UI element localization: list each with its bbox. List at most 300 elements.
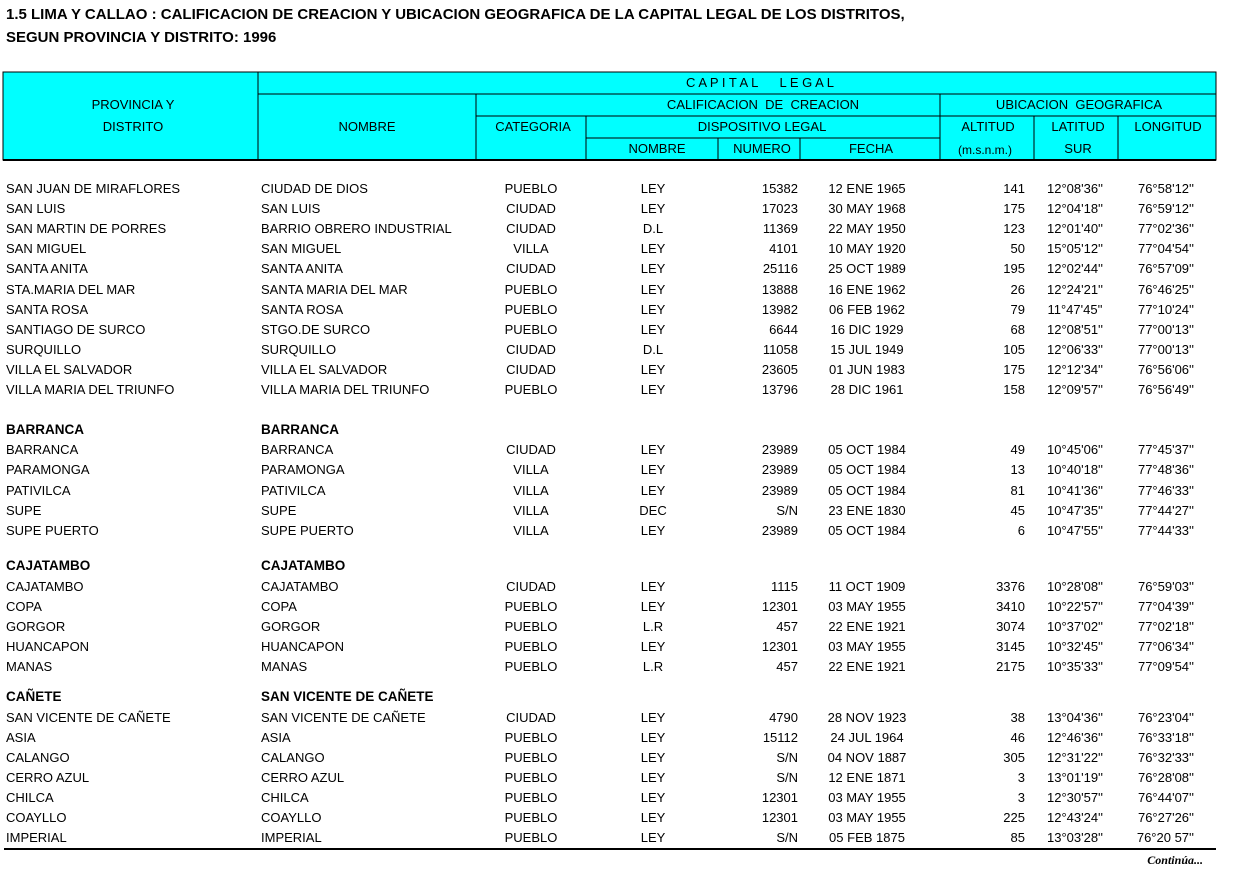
altitud: 68 [1010, 321, 1025, 337]
group-capital-name: BARRANCA [261, 422, 339, 438]
capital-name: GORGOR [261, 619, 321, 635]
district-name: ASIA [6, 729, 36, 745]
group-capital-name: SAN VICENTE DE CAÑETE [261, 688, 434, 704]
district-name: SANTA ROSA [6, 301, 89, 317]
altitud: 50 [1010, 241, 1025, 257]
dispositivo-nombre: LEY [640, 810, 666, 826]
dispositivo-numero: 12301 [761, 599, 798, 615]
dispositivo-fecha: 22 ENE 1921 [828, 659, 906, 675]
dispositivo-nombre: LEY [640, 769, 666, 785]
dispositivo-numero: 17023 [761, 201, 798, 217]
table-row [0, 659, 1257, 675]
dispositivo-nombre: D.L [642, 221, 664, 237]
district-name: SURQUILLO [6, 341, 82, 357]
dispositivo-numero: 23605 [761, 361, 798, 377]
dispositivo-nombre: LEY [640, 241, 666, 257]
header-disp-fecha: FECHA [848, 141, 894, 156]
district-name: COPA [6, 599, 42, 615]
dispositivo-fecha: 28 NOV 1923 [827, 709, 907, 725]
dispositivo-nombre: LEY [640, 830, 666, 846]
dispositivo-numero: 23989 [761, 462, 798, 478]
district-name: PATIVILCA [6, 482, 71, 498]
latitud: 12°24'21'' [1046, 281, 1104, 297]
capital-name: CALANGO [261, 749, 325, 765]
header-altitud-unit: (m.s.n.m.) [958, 143, 1012, 157]
table-row [0, 462, 1257, 478]
latitud: 13°04'36'' [1046, 709, 1104, 725]
dispositivo-numero: 457 [776, 659, 798, 675]
capital-name: BARRIO OBRERO INDUSTRIAL [261, 221, 452, 237]
dispositivo-fecha: 22 ENE 1921 [828, 619, 906, 635]
categoria: PUEBLO [504, 301, 558, 317]
altitud: 79 [1010, 301, 1025, 317]
categoria: VILLA [513, 462, 549, 478]
dispositivo-numero: S/N [776, 769, 798, 785]
capital-name: VILLA MARIA DEL TRIUNFO [261, 382, 430, 397]
dispositivo-nombre: LEY [640, 382, 666, 397]
dispositivo-nombre: LEY [640, 361, 666, 377]
district-name: VILLA EL SALVADOR [6, 361, 133, 377]
capital-name: SUPE PUERTO [261, 522, 354, 538]
dispositivo-numero: 457 [776, 619, 798, 635]
categoria: PUEBLO [504, 830, 558, 846]
district-name: HUANCAPON [6, 639, 90, 655]
categoria: PUEBLO [504, 181, 558, 196]
longitud: 77°46'33'' [1137, 482, 1194, 498]
group-district-name: CAÑETE [6, 688, 62, 704]
district-name: PARAMONGA [6, 462, 90, 478]
header-longitud: LONGITUD [1134, 119, 1202, 134]
district-name: VILLA MARIA DEL TRIUNFO [6, 382, 175, 397]
longitud: 76°56'06'' [1137, 361, 1194, 377]
latitud: 12°01'40'' [1046, 221, 1104, 237]
table-row [0, 241, 1257, 257]
altitud: 175 [1003, 201, 1025, 217]
dispositivo-numero: 23989 [761, 522, 798, 538]
dispositivo-fecha: 11 OCT 1909 [828, 578, 906, 594]
latitud: 12°02'44'' [1046, 261, 1104, 277]
capital-name: SURQUILLO [261, 341, 337, 357]
table-row [0, 442, 1257, 458]
altitud: 3 [1017, 790, 1025, 806]
longitud: 77°00'13'' [1137, 341, 1194, 357]
dispositivo-nombre: D.L [642, 341, 664, 357]
categoria: VILLA [513, 502, 549, 518]
categoria: VILLA [513, 522, 549, 538]
longitud: 76°59'03'' [1137, 578, 1194, 594]
capital-name: PARAMONGA [261, 462, 345, 478]
district-name: SAN LUIS [6, 201, 66, 217]
header-nombre: NOMBRE [338, 119, 396, 134]
dispositivo-fecha: 06 FEB 1962 [829, 301, 905, 317]
dispositivo-numero: 4790 [769, 709, 798, 725]
latitud: 12°08'51'' [1046, 321, 1104, 337]
longitud: 77°00'13'' [1137, 321, 1194, 337]
latitud: 12°04'18'' [1046, 201, 1104, 217]
capital-name: MANAS [261, 659, 308, 675]
capital-name: HUANCAPON [261, 639, 345, 655]
latitud: 12°06'33'' [1046, 341, 1104, 357]
header-dispositivo: DISPOSITIVO LEGAL [697, 119, 827, 134]
header-provincia-line2: DISTRITO [102, 119, 164, 134]
altitud: 6 [1017, 522, 1025, 538]
dispositivo-numero: 12301 [761, 790, 798, 806]
dispositivo-fecha: 05 OCT 1984 [828, 462, 906, 478]
capital-name: BARRANCA [261, 442, 334, 458]
capital-name: SUPE [261, 502, 297, 518]
province-group-row [0, 689, 1257, 705]
district-name: SUPE [6, 502, 42, 518]
altitud: 46 [1010, 729, 1025, 745]
group-district-name: CAJATAMBO [6, 557, 91, 573]
altitud: 225 [1003, 810, 1025, 826]
district-name: CHILCA [6, 790, 54, 806]
latitud: 13°03'28'' [1046, 830, 1104, 846]
table-row [0, 790, 1257, 806]
altitud: 85 [1010, 830, 1025, 846]
categoria: VILLA [513, 241, 549, 257]
altitud: 305 [1003, 749, 1025, 765]
header-altitud: ALTITUD [961, 119, 1015, 134]
capital-name: SAN VICENTE DE CAÑETE [261, 709, 426, 725]
dispositivo-nombre: LEY [640, 462, 666, 478]
header-capital-legal: C A P I T A L L E G A L [686, 75, 834, 90]
table-row [0, 750, 1257, 766]
altitud: 81 [1010, 482, 1025, 498]
categoria: CIUDAD [506, 709, 556, 725]
latitud: 10°37'02'' [1046, 619, 1104, 635]
dispositivo-fecha: 12 ENE 1871 [828, 769, 906, 785]
capital-name: CIUDAD DE DIOS [261, 181, 368, 196]
capital-name: SAN LUIS [261, 201, 321, 217]
header-latitud: LATITUD [1051, 119, 1105, 134]
longitud: 76°46'25'' [1137, 281, 1194, 297]
altitud: 3074 [996, 619, 1025, 635]
table-row [0, 282, 1257, 298]
table-row [0, 810, 1257, 826]
dispositivo-numero: 12301 [761, 810, 798, 826]
latitud: 10°40'18'' [1046, 462, 1104, 478]
table-row [0, 322, 1257, 338]
dispositivo-nombre: LEY [640, 790, 666, 806]
dispositivo-fecha: 05 FEB 1875 [829, 830, 905, 846]
latitud: 10°41'36'' [1046, 482, 1104, 498]
dispositivo-fecha: 04 NOV 1887 [827, 749, 907, 765]
latitud: 12°43'24'' [1046, 810, 1104, 826]
longitud: 76°33'18'' [1137, 729, 1194, 745]
dispositivo-fecha: 25 OCT 1989 [828, 261, 906, 277]
table-row [0, 579, 1257, 595]
district-name: CALANGO [6, 749, 70, 765]
district-name: SAN MIGUEL [6, 241, 87, 257]
latitud: 15°05'12'' [1046, 241, 1104, 257]
latitud: 12°08'36'' [1046, 181, 1104, 196]
table-title-line2: SEGUN PROVINCIA Y DISTRITO: 1996 [6, 29, 277, 46]
dispositivo-nombre: LEY [640, 281, 666, 297]
dispositivo-fecha: 16 DIC 1929 [830, 321, 904, 337]
dispositivo-fecha: 22 MAY 1950 [828, 221, 906, 237]
latitud: 11°47'45'' [1047, 301, 1103, 317]
altitud: 45 [1010, 502, 1025, 518]
longitud: 77°04'39'' [1137, 599, 1194, 615]
categoria: PUEBLO [504, 749, 558, 765]
dispositivo-fecha: 24 JUL 1964 [830, 729, 904, 745]
longitud: 76°57'09'' [1137, 261, 1194, 277]
longitud: 77°09'54'' [1137, 659, 1194, 675]
longitud: 77°44'33'' [1137, 522, 1194, 538]
longitud: 77°44'27'' [1137, 502, 1194, 518]
latitud: 10°22'57'' [1046, 599, 1104, 615]
dispositivo-nombre: L.R [642, 659, 664, 675]
categoria: PUEBLO [504, 619, 558, 635]
capital-name: STGO.DE SURCO [261, 321, 371, 337]
province-group-row [0, 422, 1257, 438]
district-name: CAJATAMBO [6, 578, 84, 594]
capital-name: IMPERIAL [261, 830, 322, 846]
latitud: 12°12'34'' [1046, 361, 1104, 377]
dispositivo-nombre: L.R [642, 619, 664, 635]
dispositivo-numero: 1115 [771, 578, 798, 594]
table-row [0, 770, 1257, 786]
categoria: CIUDAD [506, 341, 556, 357]
latitud: 12°46'36'' [1046, 729, 1104, 745]
altitud: 158 [1003, 382, 1025, 397]
dispositivo-numero: 15112 [762, 729, 798, 745]
altitud: 141 [1003, 181, 1025, 196]
table-row [0, 382, 1257, 398]
categoria: PUEBLO [504, 810, 558, 826]
latitud: 10°47'55'' [1046, 522, 1104, 538]
categoria: CIUDAD [506, 578, 556, 594]
altitud: 3376 [996, 578, 1025, 594]
dispositivo-nombre: LEY [640, 749, 666, 765]
table-row [0, 503, 1257, 519]
altitud: 49 [1010, 442, 1025, 458]
dispositivo-fecha: 05 OCT 1984 [828, 482, 906, 498]
longitud: 76°27'26'' [1137, 810, 1194, 826]
dispositivo-numero: 11058 [762, 341, 798, 357]
dispositivo-numero: 6644 [769, 321, 798, 337]
header-disp-numero: NUMERO [733, 141, 791, 156]
dispositivo-numero: 25116 [762, 261, 798, 277]
dispositivo-numero: 13888 [761, 281, 798, 297]
latitud: 10°45'06'' [1046, 442, 1104, 458]
table-row [0, 201, 1257, 217]
district-name: CERRO AZUL [6, 769, 90, 785]
capital-name: SANTA ANITA [261, 261, 343, 277]
table-row [0, 483, 1257, 499]
altitud: 13 [1010, 462, 1025, 478]
table-row [0, 830, 1257, 846]
district-name: SANTIAGO DE SURCO [6, 321, 146, 337]
categoria: CIUDAD [506, 361, 556, 377]
dispositivo-nombre: LEY [640, 301, 666, 317]
latitud: 10°35'33'' [1046, 659, 1104, 675]
header-latitud-sub: SUR [1064, 141, 1092, 156]
dispositivo-fecha: 05 OCT 1984 [828, 442, 906, 458]
district-name: MANAS [6, 659, 53, 675]
categoria: PUEBLO [504, 382, 558, 397]
latitud: 12°31'22'' [1046, 749, 1104, 765]
dispositivo-fecha: 03 MAY 1955 [828, 639, 906, 655]
longitud: 76°58'12'' [1137, 181, 1194, 196]
group-district-name: BARRANCA [6, 422, 84, 438]
table-row [0, 710, 1257, 726]
categoria: PUEBLO [504, 639, 558, 655]
altitud: 3410 [996, 599, 1025, 615]
longitud: 77°04'54'' [1137, 241, 1194, 257]
longitud: 76°23'04'' [1137, 709, 1194, 725]
longitud: 77°02'36'' [1137, 221, 1194, 237]
dispositivo-nombre: LEY [640, 578, 666, 594]
header-provincia-line1: PROVINCIA Y [91, 97, 175, 112]
dispositivo-numero: 23989 [761, 482, 798, 498]
dispositivo-nombre: DEC [639, 502, 667, 518]
dispositivo-nombre: LEY [640, 639, 666, 655]
categoria: PUEBLO [504, 281, 558, 297]
altitud: 3 [1017, 769, 1025, 785]
dispositivo-fecha: 01 JUN 1983 [829, 361, 905, 377]
dispositivo-numero: S/N [776, 830, 798, 846]
dispositivo-numero: S/N [776, 749, 798, 765]
categoria: PUEBLO [504, 729, 558, 745]
table-row [0, 181, 1257, 197]
district-name: SAN JUAN DE MIRAFLORES [6, 181, 181, 196]
table-row [0, 342, 1257, 358]
longitud: 77°02'18'' [1137, 619, 1194, 635]
dispositivo-numero: 12301 [761, 639, 798, 655]
dispositivo-fecha: 15 JUL 1949 [830, 341, 904, 357]
dispositivo-nombre: LEY [640, 201, 666, 217]
table-title-line1: 1.5 LIMA Y CALLAO : CALIFICACION DE CREACION Y UBICACION GEOGRAFICA DE LA CAPITAL LEGAL DE LOS DISTRITOS, [6, 6, 905, 23]
table-row [0, 523, 1257, 539]
latitud: 10°32'45'' [1046, 639, 1104, 655]
province-group-row [0, 558, 1257, 574]
capital-name: COPA [261, 599, 297, 615]
dispositivo-fecha: 28 DIC 1961 [830, 382, 904, 397]
capital-name: VILLA EL SALVADOR [261, 361, 388, 377]
dispositivo-fecha: 03 MAY 1955 [828, 790, 906, 806]
latitud: 13°01'19'' [1046, 769, 1104, 785]
table-row [0, 261, 1257, 277]
longitud: 76°56'49'' [1137, 382, 1194, 397]
header-disp-nombre: NOMBRE [628, 141, 686, 156]
categoria: PUEBLO [504, 599, 558, 615]
dispositivo-nombre: LEY [640, 442, 666, 458]
capital-name: CAJATAMBO [261, 578, 339, 594]
district-name: STA.MARIA DEL MAR [6, 281, 136, 297]
dispositivo-fecha: 23 ENE 1830 [828, 502, 906, 518]
district-name: SAN VICENTE DE CAÑETE [6, 709, 171, 725]
district-name: BARRANCA [6, 442, 79, 458]
dispositivo-nombre: LEY [640, 729, 666, 745]
table-row [0, 221, 1257, 237]
header-ubicacion: UBICACION GEOGRAFICA [995, 97, 1163, 112]
header-calificacion: CALIFICACION DE CREACION [666, 97, 860, 112]
district-name: SUPE PUERTO [6, 522, 99, 538]
categoria: CIUDAD [506, 221, 556, 237]
altitud: 2175 [996, 659, 1025, 675]
dispositivo-fecha: 03 MAY 1955 [828, 599, 906, 615]
altitud: 3145 [996, 639, 1025, 655]
longitud: 76°59'12'' [1137, 201, 1194, 217]
capital-name: CHILCA [261, 790, 309, 806]
latitud: 12°30'57'' [1046, 790, 1104, 806]
dispositivo-numero: 13982 [761, 301, 798, 317]
district-name: SANTA ANITA [6, 261, 88, 277]
altitud: 123 [1003, 221, 1025, 237]
dispositivo-fecha: 16 ENE 1962 [828, 281, 906, 297]
dispositivo-fecha: 30 MAY 1968 [828, 201, 906, 217]
capital-name: SANTA MARIA DEL MAR [261, 281, 408, 297]
dispositivo-nombre: LEY [640, 181, 666, 196]
table-bottom-rule [4, 848, 1216, 850]
longitud: 76°44'07'' [1137, 790, 1194, 806]
longitud: 76°32'33'' [1137, 749, 1194, 765]
longitud: 77°48'36'' [1137, 462, 1194, 478]
categoria: VILLA [513, 482, 549, 498]
capital-name: ASIA [261, 729, 291, 745]
district-name: IMPERIAL [6, 830, 67, 846]
dispositivo-numero: 13796 [761, 382, 798, 397]
table-row [0, 639, 1257, 655]
categoria: PUEBLO [504, 769, 558, 785]
district-name: SAN MARTIN DE PORRES [6, 221, 167, 237]
table-row [0, 599, 1257, 615]
altitud: 175 [1003, 361, 1025, 377]
dispositivo-nombre: LEY [640, 599, 666, 615]
categoria: PUEBLO [504, 790, 558, 806]
capital-name: SANTA ROSA [261, 301, 344, 317]
categoria: CIUDAD [506, 442, 556, 458]
table-row [0, 362, 1257, 378]
latitud: 10°47'35'' [1046, 502, 1104, 518]
dispositivo-numero: 11369 [762, 221, 798, 237]
dispositivo-numero: 15382 [761, 181, 798, 196]
dispositivo-fecha: 10 MAY 1920 [828, 241, 906, 257]
dispositivo-numero: 4101 [769, 241, 798, 257]
longitud: 77°06'34'' [1137, 639, 1194, 655]
categoria: PUEBLO [504, 659, 558, 675]
capital-name: PATIVILCA [261, 482, 326, 498]
dispositivo-fecha: 05 OCT 1984 [828, 522, 906, 538]
longitud: 76°20 57'' [1136, 830, 1194, 846]
district-name: GORGOR [6, 619, 66, 635]
table-row [0, 730, 1257, 746]
dispositivo-fecha: 12 ENE 1965 [828, 181, 906, 196]
dispositivo-numero: 23989 [761, 442, 798, 458]
altitud: 195 [1003, 261, 1025, 277]
dispositivo-nombre: LEY [640, 321, 666, 337]
dispositivo-nombre: LEY [640, 709, 666, 725]
dispositivo-fecha: 03 MAY 1955 [828, 810, 906, 826]
longitud: 77°45'37'' [1137, 442, 1194, 458]
table-row [0, 302, 1257, 318]
capital-name: CERRO AZUL [261, 769, 345, 785]
capital-name: COAYLLO [261, 810, 322, 826]
altitud: 38 [1010, 709, 1025, 725]
group-capital-name: CAJATAMBO [261, 557, 346, 573]
table-row [0, 619, 1257, 635]
latitud: 12°09'57'' [1046, 382, 1104, 397]
categoria: CIUDAD [506, 261, 556, 277]
altitud: 105 [1003, 341, 1025, 357]
longitud: 76°28'08'' [1137, 769, 1194, 785]
capital-name: SAN MIGUEL [261, 241, 342, 257]
dispositivo-nombre: LEY [640, 482, 666, 498]
header-categoria: CATEGORIA [495, 119, 571, 134]
altitud: 26 [1010, 281, 1025, 297]
